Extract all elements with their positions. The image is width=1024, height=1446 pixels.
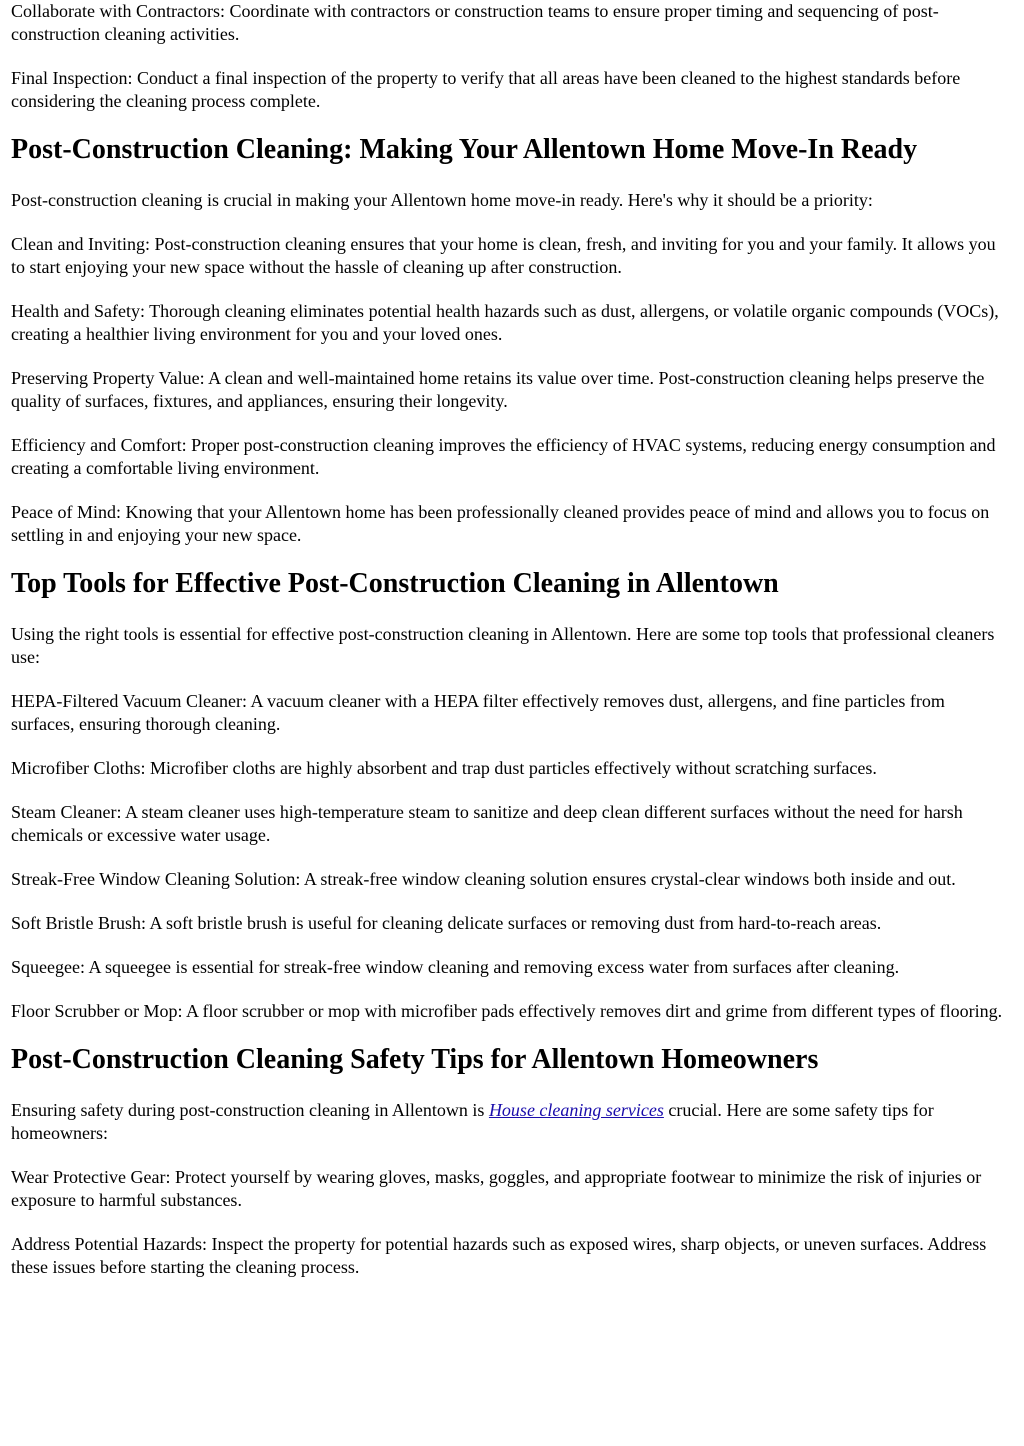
paragraph-safety-intro	[11, 1099, 1012, 1145]
safety-intro-before: Ensuring safety during post-construction cleaning in Allentown is	[11, 1100, 489, 1120]
paragraph-health-safety: Health and Safety: Thorough cleaning eliminates potential health hazards such as dust, allergens, or volatile organic compounds (VOCs), creating a healthier living environment for you and your loved ones.	[11, 301, 999, 344]
paragraph-soft-brush: Soft Bristle Brush: A soft bristle brush is useful for cleaning delicate surfaces or removing dust from hard-to-reach areas.	[11, 913, 882, 933]
paragraph-collaborate: Collaborate with Contractors: Coordinate with contractors or construction teams to ensure proper timing and sequencing of post-construction cleaning activities.	[11, 1, 939, 44]
paragraph-tools-intro: Using the right tools is essential for effective post-construction cleaning in Allentown. Here are some top tools that professional cleaners use:	[11, 624, 995, 667]
paragraph-property-value: Preserving Property Value: A clean and well-maintained home retains its value over time. Post-construction cleaning helps preserve the quality of surfaces, fixtures, and appliances, ensuring their longevity.	[11, 368, 985, 411]
paragraph-final-inspection: Final Inspection: Conduct a final inspection of the property to verify that all areas have been cleaned to the highest standards before considering the cleaning process complete.	[11, 68, 961, 111]
paragraph-potential-hazards: Address Potential Hazards: Inspect the property for potential hazards such as exposed wires, sharp objects, or uneven surfaces. Address these issues before starting the cleaning process.	[11, 1234, 987, 1277]
paragraph-protective-gear: Wear Protective Gear: Protect yourself by wearing gloves, masks, goggles, and appropriate footwear to minimize the risk of injuries or exposure to harmful substances.	[11, 1167, 982, 1210]
heading-move-in-ready: Post-Construction Cleaning: Making Your Allentown Home Move-In Ready	[11, 134, 918, 165]
paragraph-hepa-vacuum: HEPA-Filtered Vacuum Cleaner: A vacuum cleaner with a HEPA filter effectively removes dust, allergens, and fine particles from surfaces, ensuring thorough cleaning.	[11, 691, 945, 734]
paragraph-window-solution: Streak-Free Window Cleaning Solution: A streak-free window cleaning solution ensures crystal-clear windows both inside and out.	[11, 869, 956, 889]
safety-intro-after: crucial. Here are some safety tips for homeowners:	[11, 1100, 934, 1143]
paragraph-squeegee: Squeegee: A squeegee is essential for streak-free window cleaning and removing excess water from surfaces after cleaning.	[11, 957, 900, 977]
paragraph-peace-of-mind: Peace of Mind: Knowing that your Allentown home has been professionally cleaned provides peace of mind and allows you to focus on settling in and enjoying your new space.	[11, 502, 990, 545]
paragraph-efficiency: Efficiency and Comfort: Proper post-construction cleaning improves the efficiency of HVAC systems, reducing energy consumption and creating a comfortable living environment.	[11, 435, 996, 478]
paragraph-move-in-intro: Post-construction cleaning is crucial in making your Allentown home move-in ready. Here's why it should be a priority:	[11, 190, 873, 210]
heading-safety-tips: Post-Construction Cleaning Safety Tips for Allentown Homeowners	[11, 1044, 819, 1075]
paragraph-microfiber: Microfiber Cloths: Microfiber cloths are highly absorbent and trap dust particles effectively without scratching surfaces.	[11, 758, 877, 778]
paragraph-steam-cleaner: Steam Cleaner: A steam cleaner uses high-temperature steam to sanitize and deep clean different surfaces without the need for harsh chemicals or excessive water usage.	[11, 802, 963, 845]
paragraph-floor-scrubber: Floor Scrubber or Mop: A floor scrubber or mop with microfiber pads effectively removes dirt and grime from different types of flooring.	[11, 1001, 1003, 1021]
house-cleaning-services-link[interactable]: House cleaning services	[488, 1100, 664, 1120]
paragraph-clean-inviting: Clean and Inviting: Post-construction cleaning ensures that your home is clean, fresh, and inviting for you and your family. It allows you to start enjoying your new space without the hassle of cleaning up after construction.	[11, 234, 996, 277]
heading-top-tools: Top Tools for Effective Post-Construction Cleaning in Allentown	[11, 568, 779, 599]
